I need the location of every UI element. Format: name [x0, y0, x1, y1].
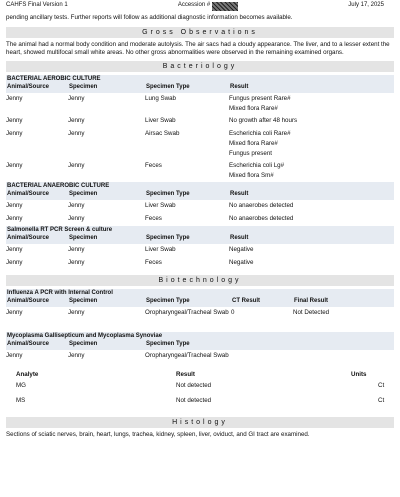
table-row — [6, 244, 394, 257]
analyte-cell: MS — [16, 397, 26, 404]
result-cell: Negative — [229, 246, 254, 254]
col-animal-source: Animal/Source — [7, 190, 50, 197]
animal-cell: Jenny — [6, 309, 23, 317]
col-animal-source: Animal/Source — [7, 83, 50, 90]
col-ct-result: CT Result — [232, 297, 261, 304]
result-cell — [229, 162, 394, 182]
report-page — [6, 0, 394, 439]
col-final-result: Final Result — [294, 297, 329, 304]
accession — [178, 2, 238, 11]
table-row — [6, 93, 394, 115]
table-row — [6, 115, 394, 128]
specimen-type-cell: Lung Swab — [145, 95, 176, 103]
animal-cell: Jenny — [6, 215, 23, 223]
result-line: Mixed flora Sm# — [229, 172, 274, 180]
specimen-type-cell: Feces — [145, 259, 162, 267]
report-date: July 17, 2025 — [348, 2, 384, 9]
col-specimen-type: Specimen Type — [146, 190, 190, 197]
col-animal-source: Animal/Source — [7, 234, 50, 241]
col-specimen-type: Specimen Type — [146, 234, 190, 241]
col-specimen: Specimen — [69, 190, 98, 197]
specimen-cell: Jenny — [68, 259, 85, 267]
analyte-cell: MG — [16, 382, 26, 389]
histology-text: Sections of sciatic nerves, brain, heart, lungs, trachea, kidney, spleen, liver, oviduct, and GI tract are examined. — [6, 431, 310, 438]
table-row — [6, 160, 394, 182]
specimen-type-cell: Liver Swab — [145, 246, 176, 254]
col-result: Result — [230, 190, 249, 197]
specimen-cell: Jenny — [68, 309, 85, 317]
result-cell: Not detected — [176, 397, 212, 404]
ct-result-cell: 0 — [231, 309, 235, 317]
specimen-type-cell: Feces — [145, 215, 162, 223]
accession-label: Accession # — [177, 2, 211, 9]
specimen-cell: Jenny — [68, 130, 85, 138]
intro-text: pending ancillary tests. Further reports will follow as additional diagnostic information becomes available. — [6, 14, 293, 21]
result-line: Mixed flora Rare# — [229, 140, 278, 148]
gross-observations-text: The animal had a normal body condition and moderate autolysis. The air sacs had a cloudy appearance. The liver, and to a lesser extent the heart, showed multifocal small white areas. No other gross abnormalities were observed in the remaining examined organs. — [6, 40, 390, 56]
result-cell: Not detected — [176, 382, 212, 389]
animal-cell: Jenny — [6, 246, 23, 254]
mycoplasma-header — [6, 332, 394, 350]
specimen-cell: Jenny — [68, 95, 85, 103]
salmonella-header — [6, 226, 394, 244]
analyte-row — [6, 379, 394, 394]
col-analyte: Analyte — [16, 371, 39, 379]
redacted-accession-number — [212, 2, 238, 11]
specimen-type-cell: Oropharyngeal/Tracheal Swab — [145, 309, 229, 317]
col-animal-source: Animal/Source — [7, 340, 50, 347]
anaerobic-culture-title: BACTERIAL ANAEROBIC CULTURE — [7, 183, 110, 190]
result-cell — [229, 117, 394, 127]
bacteriology-heading: Bacteriology — [6, 61, 394, 72]
report-header — [6, 0, 394, 12]
histology-heading: Histology — [6, 417, 394, 428]
col-specimen: Specimen — [69, 234, 98, 241]
result-line: Escherichia coli Lg# — [229, 162, 285, 170]
animal-cell: Jenny — [6, 162, 23, 170]
col-specimen-type: Specimen Type — [146, 83, 190, 90]
col-result: Result — [176, 371, 195, 379]
biotechnology-heading: Biotechnology — [6, 275, 394, 286]
animal-cell: Jenny — [6, 130, 23, 138]
specimen-cell: Jenny — [68, 202, 85, 210]
table-row — [6, 128, 394, 160]
col-result: Result — [230, 83, 249, 90]
specimen-cell: Jenny — [68, 352, 85, 360]
aerobic-culture-title: BACTERIAL AEROBIC CULTURE — [7, 76, 101, 83]
gross-observations-heading: Gross Observations — [6, 27, 394, 38]
col-animal-source: Animal/Source — [7, 297, 50, 304]
specimen-type-cell: Feces — [145, 162, 162, 170]
analyte-header — [6, 371, 394, 379]
result-line: Escherichia coli Rare# — [229, 130, 291, 138]
specimen-type-cell: Oropharyngeal/Tracheal Swab — [145, 352, 229, 360]
units-cell: Ct — [378, 397, 385, 404]
result-cell — [229, 95, 394, 115]
col-result: Result — [230, 234, 249, 241]
animal-cell: Jenny — [6, 352, 23, 360]
col-specimen: Specimen — [69, 83, 98, 90]
result-cell: Negative — [229, 259, 254, 267]
result-line: No growth after 48 hours — [229, 117, 298, 125]
table-row — [6, 350, 394, 370]
units-cell: Ct — [378, 382, 385, 389]
table-row — [6, 200, 394, 213]
analyte-row — [6, 394, 394, 409]
col-specimen: Specimen — [69, 340, 98, 347]
animal-cell: Jenny — [6, 117, 23, 125]
anaerobic-culture-header — [6, 182, 394, 200]
result-cell: No anaerobes detected — [229, 202, 294, 210]
aerobic-culture-header — [6, 75, 394, 93]
result-cell — [229, 130, 394, 160]
animal-cell: Jenny — [6, 95, 23, 103]
col-specimen-type: Specimen Type — [146, 340, 190, 347]
table-row — [6, 307, 394, 329]
report-version: CAHFS Final Version 1 — [6, 2, 68, 9]
result-cell: No anaerobes detected — [229, 215, 294, 223]
col-units: Units — [351, 371, 367, 379]
animal-cell: Jenny — [6, 202, 23, 210]
col-specimen: Specimen — [69, 297, 98, 304]
result-line: Fungus present Rare# — [229, 95, 291, 103]
influenza-title: Influenza A PCR with Internal Control — [7, 290, 113, 297]
influenza-header — [6, 289, 394, 307]
result-line: Mixed flora Rare# — [229, 105, 278, 113]
specimen-cell: Jenny — [68, 162, 85, 170]
specimen-cell: Jenny — [68, 246, 85, 254]
mycoplasma-title: Mycoplasma Gallisepticum and Mycoplasma Synoviae — [7, 333, 163, 340]
salmonella-title: Salmonella RT PCR Screen & culture — [7, 227, 113, 234]
specimen-type-cell: Liver Swab — [145, 202, 176, 210]
animal-cell: Jenny — [6, 259, 23, 267]
final-result-cell: Not Detected — [293, 309, 330, 317]
table-row — [6, 257, 394, 270]
specimen-cell: Jenny — [68, 117, 85, 125]
specimen-type-cell: Liver Swab — [145, 117, 176, 125]
specimen-cell: Jenny — [68, 215, 85, 223]
col-specimen-type: Specimen Type — [146, 297, 190, 304]
table-row — [6, 213, 394, 226]
specimen-type-cell: Airsac Swab — [145, 130, 180, 138]
result-line: Fungus present — [229, 150, 272, 158]
